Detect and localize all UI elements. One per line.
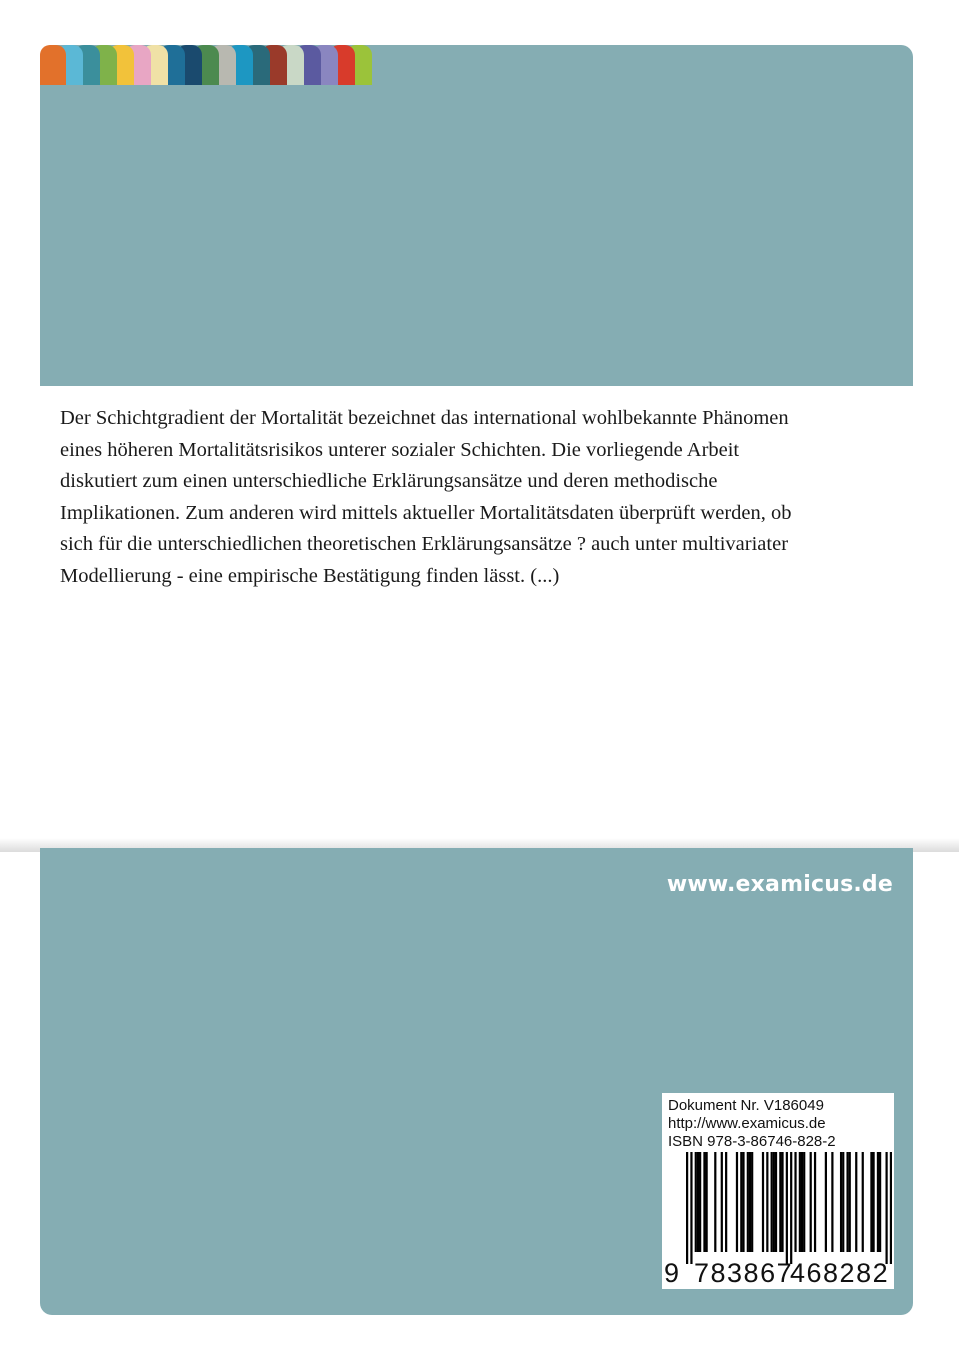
barcode-bar [703,1152,705,1252]
barcode-bar [749,1152,751,1252]
barcode-bar [810,1152,812,1252]
barcode-bar [751,1152,753,1252]
barcode-bar [766,1152,768,1252]
barcode-digits-left: 783867 [694,1258,794,1288]
isbn-barcode [686,1152,892,1264]
barcode-bar [862,1152,864,1252]
barcode-bar [879,1152,881,1252]
barcode-bar [846,1152,848,1252]
barcode-bar [686,1152,688,1264]
barcode-bar [831,1152,833,1252]
back-cover-blurb: Der Schichtgradient der Mortalität bezeichnet das international wohlbekannte Phänomen eines höheren Mortalitätsrisikos unterer sozialer Schichten. Die vorliegende Arbeit diskutiert zum einen unterschiedliche Erklärungsansätze und deren methodische Implikationen. Zum anderen wird mittels aktueller Mortalitätsdaten überprüft werden, ob sich für die unterschiedlichen theoretischen Erklärungsansätze ? auch unter multivariater Modellierung - eine empirische Bestätigung finden lässt. (...) [60,407,792,587]
barcode-bar [801,1152,803,1252]
barcode-bar [740,1152,742,1252]
barcode-bar [697,1152,699,1252]
barcode-bar [799,1152,801,1252]
publisher-website[interactable]: www.examicus.de [666,872,893,897]
barcode-digits-right: 468282 [790,1258,890,1288]
barcode-bar [849,1152,851,1252]
barcode-bar [870,1152,872,1252]
color-tab [40,45,66,85]
barcode-bar [855,1152,857,1252]
barcode-bar [885,1152,887,1264]
barcode-bar [721,1152,723,1252]
barcode-bar [695,1152,697,1252]
barcode-bar [890,1152,892,1264]
barcode-bar [775,1152,777,1252]
top-cover-panel [40,45,913,386]
document-number: Dokument Nr. V186049 [668,1097,824,1114]
document-url: http://www.examicus.de [668,1115,826,1132]
barcode-bar [840,1152,842,1252]
barcode-bar [872,1152,874,1252]
barcode-bar [786,1152,788,1264]
barcode-bar [790,1152,792,1264]
barcode-bar [771,1152,773,1252]
barcode-bar [781,1152,783,1252]
barcode-bar [842,1152,844,1252]
barcode-bar [736,1152,738,1252]
barcode-bar [699,1152,701,1252]
barcode-bar [794,1152,796,1252]
barcode-digit-first: 9 [664,1258,681,1288]
barcode-bar [773,1152,775,1252]
barcode-bar [690,1152,692,1264]
barcode-bar [714,1152,716,1252]
barcode-bar [825,1152,827,1252]
barcode-bar [747,1152,749,1252]
barcode-bar [742,1152,744,1252]
barcode-bar [706,1152,708,1252]
barcode-bar [725,1152,727,1252]
barcode-bar [803,1152,805,1252]
color-tab-strip [40,45,380,85]
barcode-bar [762,1152,764,1252]
isbn-text: ISBN 978-3-86746-828-2 [668,1133,836,1150]
barcode-bar [814,1152,816,1252]
barcode-bar [779,1152,781,1252]
barcode-bar [877,1152,879,1252]
